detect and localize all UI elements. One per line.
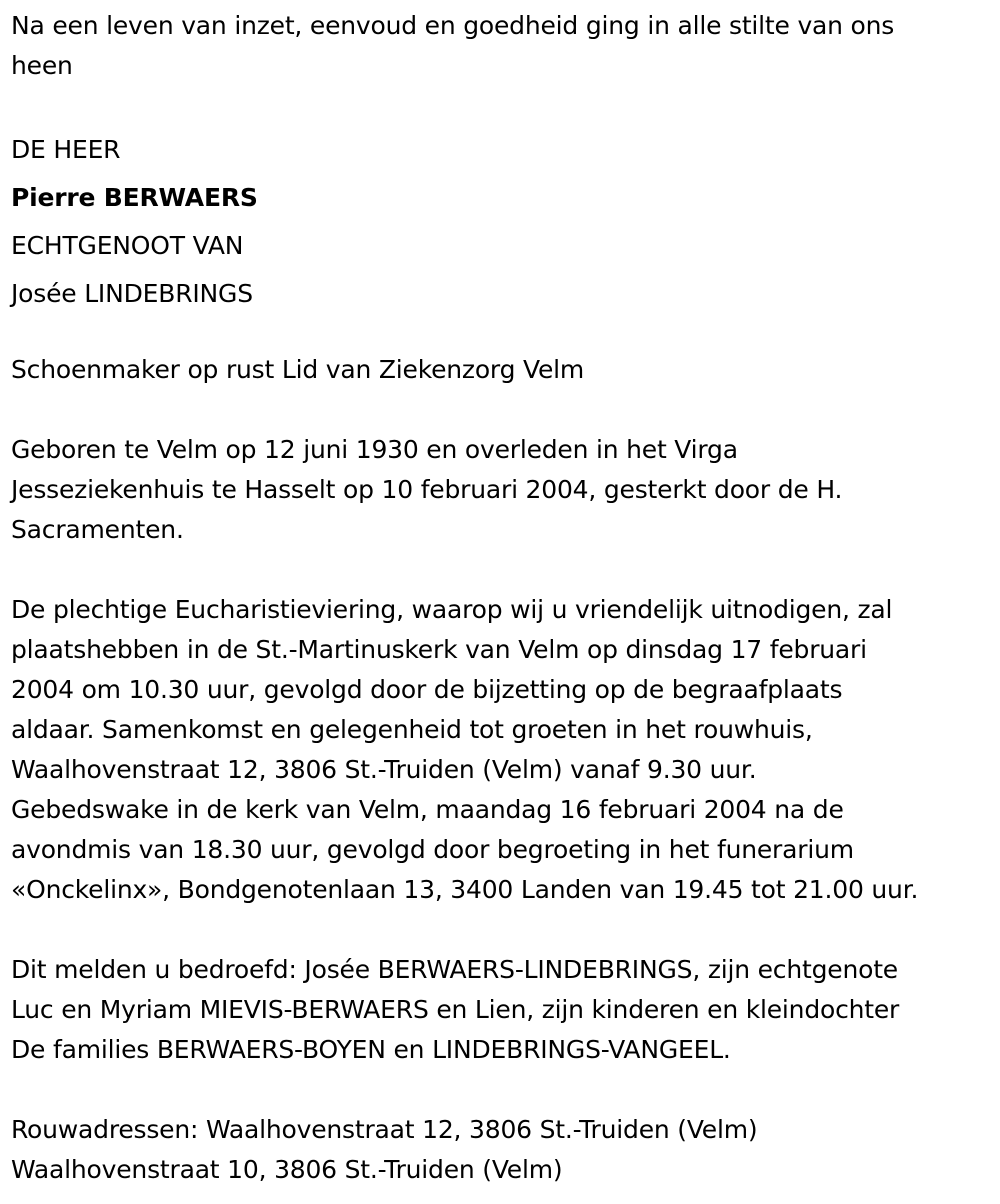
occupation-line: Schoenmaker op rust Lid van Ziekenzorg Velm [11,355,585,384]
intro-line: Na een leven van inzet, eenvoud en goedheid ging in alle stilte van ons [11,11,895,40]
paragraph-spacer [11,910,991,950]
ceremony-line: aldaar. Samenkomst en gelegenheid tot groeten in het rouwhuis, [11,715,813,744]
ceremony-line: 2004 om 10.30 uur, gevolgd door de bijzetting op de begraafplaats [11,675,843,704]
announcement-line: De families BERWAERS-BOYEN en LINDEBRINGS-VANGEEL. [11,1035,731,1064]
announcement-line: Dit melden u bedroefd: Josée BERWAERS-LINDEBRINGS, zijn echtgenote [11,955,898,984]
paragraph-spacer [11,1070,991,1110]
person-relation: ECHTGENOOT VAN [11,231,244,260]
birth-death-line: Sacramenten. [11,515,184,544]
obituary-document [11,6,991,1190]
ceremony-line: Gebedswake in de kerk van Velm, maandag 16 februari 2004 na de [11,795,844,824]
birth-death-line: Geboren te Velm op 12 juni 1930 en overleden in het Virga [11,435,738,464]
announcement-line: Luc en Myriam MIEVIS-BERWAERS en Lien, zijn kinderen en kleindochter [11,995,900,1024]
person-block [11,126,991,318]
ceremony-line: Waalhovenstraat 12, 3806 St.-Truiden (Velm) vanaf 9.30 uur. [11,755,757,784]
ceremony-line: plaatshebben in de St.-Martinuskerk van Velm op dinsdag 17 februari [11,635,867,664]
person-title: DE HEER [11,135,121,164]
ceremony-line: «Onckelinx», Bondgenotenlaan 13, 3400 Landen van 19.45 tot 21.00 uur. [11,875,919,904]
ceremony-line: De plechtige Eucharistieviering, waarop wij u vriendelijk uitnodigen, zal [11,595,893,624]
address-line: Waalhovenstraat 10, 3806 St.-Truiden (Velm) [11,1155,563,1184]
addresses-paragraph [11,1110,991,1190]
birth-death-paragraph [11,430,991,550]
paragraph-spacer [11,390,991,430]
person-name: Pierre BERWAERS [11,183,258,212]
birth-death-line: Jesseziekenhuis te Hasselt op 10 februari 2004, gesterkt door de H. [11,475,843,504]
paragraph-spacer [11,318,991,350]
announcement-paragraph [11,950,991,1070]
occupation-paragraph [11,350,991,390]
address-line: Rouwadressen: Waalhovenstraat 12, 3806 St.-Truiden (Velm) [11,1115,758,1144]
paragraph-spacer [11,86,991,126]
ceremony-paragraph [11,590,991,910]
paragraph-spacer [11,550,991,590]
ceremony-line: avondmis van 18.30 uur, gevolgd door begroeting in het funerarium [11,835,854,864]
intro-line: heen [11,51,73,80]
spouse-name: Josée LINDEBRINGS [11,279,253,308]
intro-paragraph [11,6,991,86]
